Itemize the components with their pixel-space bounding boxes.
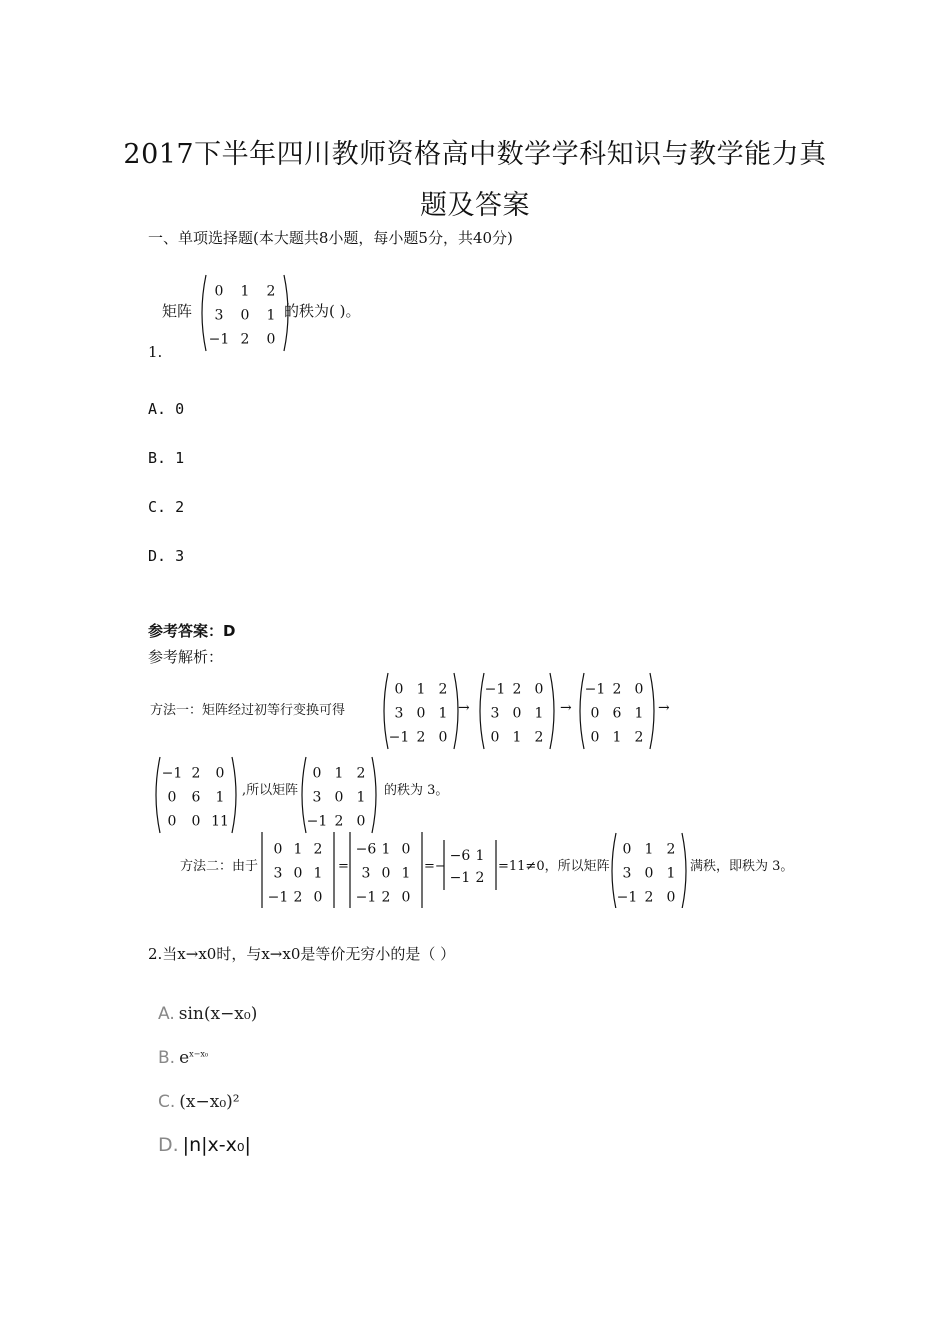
- left-paren: [480, 673, 484, 749]
- matrix-cell: 0: [334, 789, 344, 806]
- matrix-cell: 3: [394, 705, 404, 722]
- method1-matrix-4: [156, 757, 236, 833]
- method1-matrix-2: [480, 673, 554, 749]
- matrix-cell: 0: [416, 705, 426, 722]
- method1-matrix-1: [384, 673, 458, 749]
- matrix-cell: 6: [612, 705, 622, 722]
- matrix-cell: 2: [534, 729, 544, 746]
- matrix-cell: 1: [475, 847, 485, 864]
- matrix-cell: −1: [208, 331, 230, 348]
- left-paren: [156, 757, 160, 833]
- matrix-cell: 0: [634, 681, 644, 698]
- matrix-cell: −1: [267, 889, 289, 906]
- matrix-cell: 1: [512, 729, 522, 746]
- matrix-cell: 0: [401, 889, 411, 906]
- q2-option-b: [158, 1048, 208, 1068]
- arrow-1: →: [458, 700, 470, 716]
- matrix-cell: 3: [622, 865, 632, 882]
- matrix-cell: 2: [666, 841, 676, 858]
- matrix-cell: 2: [416, 729, 426, 746]
- matrix-cell: −1: [449, 869, 471, 886]
- matrix-cell: 0: [534, 681, 544, 698]
- matrix-cell: 0: [394, 681, 404, 698]
- q2-option-d-expr: |n|x-x₀|: [182, 1134, 251, 1156]
- method1-prefix: 方法一：矩阵经过初等行变换可得: [150, 703, 346, 718]
- q2-option-c-expr: (x−x₀)²: [179, 1092, 240, 1112]
- matrix-cell: −1: [484, 681, 506, 698]
- matrix-cell: 2: [438, 681, 448, 698]
- matrix-cell: 6: [191, 789, 201, 806]
- analysis-label: 参考解析：: [148, 648, 224, 666]
- method2-result: =11≠0，所以矩阵: [498, 859, 610, 874]
- q1-option-d: D. 3: [148, 547, 185, 565]
- method1-matrix-3: [580, 673, 654, 749]
- matrix-cell: 0: [622, 841, 632, 858]
- q1-image: [160, 268, 390, 354]
- method2-end: 满秩，即秩为 3。: [690, 859, 794, 874]
- matrix-cell: 2: [334, 813, 344, 830]
- matrix-cell: −1: [161, 765, 183, 782]
- q2-option-a-letter: A.: [158, 1004, 175, 1024]
- matrix-cell: 0: [590, 705, 600, 722]
- matrix-cell: 3: [273, 865, 283, 882]
- method2-det-1: [262, 832, 334, 908]
- matrix-cell: 1: [612, 729, 622, 746]
- matrix-cell: 1: [666, 865, 676, 882]
- matrix-cell: 2: [512, 681, 522, 698]
- q2-option-c: [158, 1092, 240, 1112]
- matrix-cell: 1: [634, 705, 644, 722]
- arrow-3: →: [658, 700, 670, 716]
- matrix-cell: 1: [438, 705, 448, 722]
- matrix-cell: 1: [644, 841, 654, 858]
- matrix-cell: 0: [215, 765, 225, 782]
- matrix-cell: 0: [590, 729, 600, 746]
- q1-option-a: A. 0: [148, 400, 185, 418]
- method2-eq1: =: [338, 859, 349, 874]
- q1-matrix-figure: [160, 268, 390, 354]
- method2-eq2: =−: [424, 859, 446, 874]
- q1-matrix: [202, 275, 288, 351]
- matrix-cell: 0: [240, 307, 250, 324]
- matrix-cell: 2: [266, 283, 276, 300]
- matrix-cell: 1: [266, 307, 276, 324]
- right-paren: [650, 673, 654, 749]
- left-paren: [384, 673, 388, 749]
- right-paren: [372, 757, 376, 833]
- method2-matrix: [612, 833, 686, 908]
- matrix-cell: 2: [356, 765, 366, 782]
- q1-option-c: C. 2: [148, 498, 185, 516]
- method1-end: 的秩为 3。: [384, 783, 449, 798]
- matrix-cell: 0: [356, 813, 366, 830]
- matrix-cell: 1: [381, 841, 391, 858]
- method1-matrix-5: [302, 757, 376, 833]
- left-paren: [612, 833, 616, 908]
- section-heading: 一、单项选择题(本大题共8小题，每小题5分，共40分): [148, 229, 513, 247]
- q2-option-d: [158, 1134, 251, 1156]
- matrix-cell: −1: [306, 813, 328, 830]
- q2-option-a: [158, 1004, 257, 1024]
- matrix-cell: 0: [273, 841, 283, 858]
- q2-option-a-expr: sin(x−x₀): [178, 1004, 258, 1024]
- analysis-figure: [148, 668, 798, 908]
- left-paren: [202, 275, 206, 351]
- matrix-cell: 11: [211, 813, 229, 830]
- matrix-cell: 2: [475, 869, 485, 886]
- right-paren: [232, 757, 236, 833]
- q2-option-b-sup: x−x₀: [189, 1049, 209, 1059]
- matrix-cell: 0: [167, 789, 177, 806]
- arrow-2: →: [560, 700, 572, 716]
- q2-option-d-letter: D.: [158, 1134, 179, 1156]
- q1-number: 1.: [148, 343, 163, 361]
- matrix-cell: 1: [293, 841, 303, 858]
- left-paren: [580, 673, 584, 749]
- right-paren: [682, 833, 686, 908]
- matrix-cell: 0: [381, 865, 391, 882]
- matrix-cell: 0: [214, 283, 224, 300]
- matrix-cell: 3: [312, 789, 322, 806]
- matrix-cell: 3: [490, 705, 500, 722]
- q2-option-b-letter: B.: [158, 1048, 176, 1068]
- matrix-cell: 2: [644, 889, 654, 906]
- right-paren: [550, 673, 554, 749]
- method2-prefix: 方法二：由于: [180, 859, 259, 874]
- matrix-cell: 1: [313, 865, 323, 882]
- matrix-cell: 3: [214, 307, 224, 324]
- q1-prefix: 矩阵: [162, 302, 193, 320]
- q2-stem: 2.当x→x0时，与x→x0是等价无穷小的是（ ）: [148, 945, 456, 963]
- document-title-line-2: 题及答案: [420, 190, 530, 221]
- matrix-cell: 2: [381, 889, 391, 906]
- matrix-cell: 1: [334, 765, 344, 782]
- matrix-cell: 2: [191, 765, 201, 782]
- matrix-cell: 2: [612, 681, 622, 698]
- matrix-cell: 0: [490, 729, 500, 746]
- matrix-cell: 0: [266, 331, 276, 348]
- matrix-cell: 2: [293, 889, 303, 906]
- matrix-cell: 2: [634, 729, 644, 746]
- matrix-cell: −6: [355, 841, 377, 858]
- matrix-cell: 0: [512, 705, 522, 722]
- matrix-cell: −1: [388, 729, 410, 746]
- matrix-cell: 2: [313, 841, 323, 858]
- matrix-cell: 3: [361, 865, 371, 882]
- q1-suffix: 的秩为( )。: [284, 302, 361, 320]
- method2-det-2: [350, 832, 422, 908]
- q2-option-c-letter: C.: [158, 1092, 176, 1112]
- document-title-line-1: 2017下半年四川教师资格高中数学学科知识与教学能力真: [123, 139, 827, 170]
- matrix-cell: 0: [312, 765, 322, 782]
- analysis-svg: [148, 668, 798, 908]
- matrix-cell: 0: [401, 841, 411, 858]
- matrix-cell: 1: [534, 705, 544, 722]
- matrix-cell: 1: [401, 865, 411, 882]
- q2-option-b-expr: e: [179, 1048, 190, 1068]
- answer-label: 参考答案：D: [148, 622, 236, 640]
- matrix-cell: 0: [438, 729, 448, 746]
- method1-mid: ,所以矩阵: [242, 783, 299, 798]
- matrix-cell: 0: [666, 889, 676, 906]
- matrix-cell: −1: [616, 889, 638, 906]
- matrix-cell: −1: [355, 889, 377, 906]
- matrix-cell: 0: [293, 865, 303, 882]
- matrix-cell: 0: [167, 813, 177, 830]
- matrix-cell: −1: [584, 681, 606, 698]
- q1-option-b: B. 1: [148, 449, 185, 467]
- matrix-cell: 0: [644, 865, 654, 882]
- matrix-cell: 1: [240, 283, 250, 300]
- matrix-cell: −6: [449, 847, 471, 864]
- left-paren: [302, 757, 306, 833]
- matrix-cell: 0: [313, 889, 323, 906]
- matrix-cell: 1: [356, 789, 366, 806]
- matrix-cell: 1: [215, 789, 225, 806]
- matrix-cell: 0: [191, 813, 201, 830]
- method2-det-3: [444, 840, 496, 890]
- matrix-cell: 2: [240, 331, 250, 348]
- matrix-cell: 1: [416, 681, 426, 698]
